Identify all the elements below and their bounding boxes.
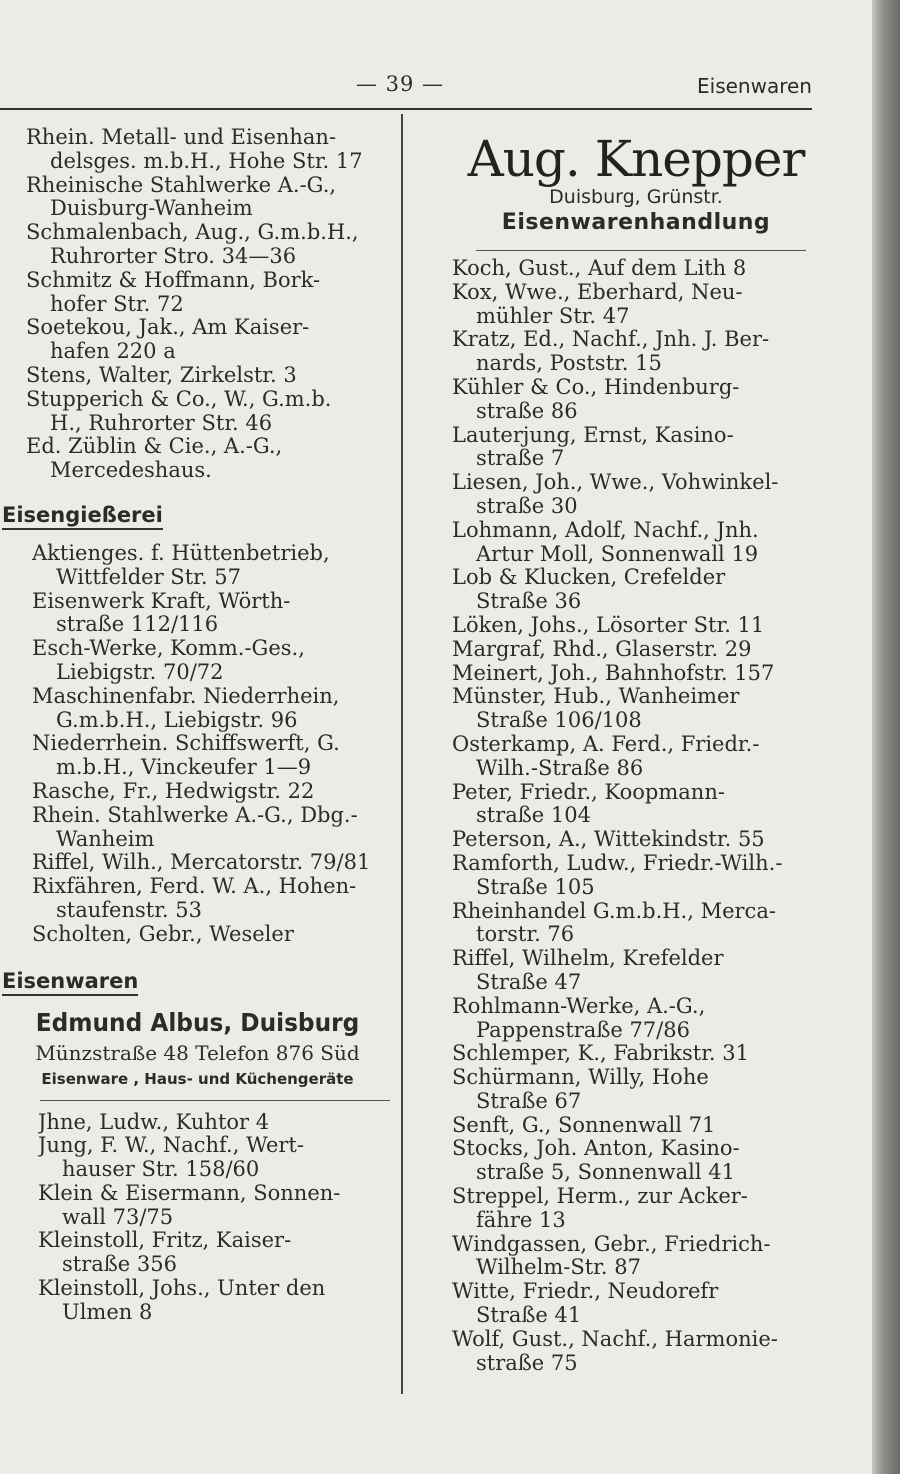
entry-line: Lob & Klucken, Crefelder [452,566,726,590]
right-entries [452,257,820,1375]
entry-line: Schmitz & Hoffmann, Bork- [26,268,321,292]
directory-entry [452,566,820,614]
directory-entry [0,804,395,852]
entry-continuation: straße 5, Sonnenwall 41 [476,1161,735,1185]
entry-line: Ed. Züblin & Cie., A.-G., [26,435,283,459]
entry-continuation: m.b.H., Vinckeufer 1—9 [56,756,312,780]
left-entries-foundry [0,542,395,947]
entry-continuation: Straße 67 [476,1089,582,1113]
entry-line: Peterson, A., Wittekindstr. 55 [452,828,765,852]
directory-entry [452,662,820,686]
entry-continuation: Ruhrorter Stro. 34—36 [50,244,297,268]
entry-continuation: straße 75 [476,1351,578,1375]
directory-entry [452,328,820,376]
entry-continuation: Mercedeshaus. [50,459,212,483]
directory-entry [452,900,820,948]
entry-line: Riffel, Wilhelm, Krefelder [452,947,724,971]
directory-entry [0,174,395,222]
directory-entry [452,685,820,733]
directory-entry [0,364,395,388]
directory-entry [452,638,820,662]
entry-line: Soetekou, Jak., Am Kaiser- [26,316,310,340]
directory-entry [452,733,820,781]
entry-line: Jung, F. W., Nachf., Wert- [38,1134,304,1158]
entry-line: Aktienges. f. Hüttenbetrieb, [32,541,330,565]
entry-line: Rhein. Metall- und Eisenhan- [26,126,337,149]
directory-entry [0,126,395,174]
entry-line: Rhein. Stahlwerke A.-G., Dbg.- [32,803,358,827]
entry-line: Witte, Friedr., Neudorefr [452,1280,719,1304]
entry-continuation: Straße 105 [476,875,595,899]
entry-line: Niederrhein. Schiffswerft, G. [32,732,340,756]
entry-continuation: straße 30 [476,494,578,518]
directory-entry [0,732,395,780]
entry-continuation: wall 73/75 [62,1205,174,1229]
entry-continuation: fähre 13 [476,1208,566,1232]
entry-line: Riffel, Wilh., Mercatorstr. 79/81 [32,851,371,875]
entry-continuation: staufenstr. 53 [56,898,203,922]
entry-continuation: Pappenstraße 77/86 [476,1018,690,1042]
entry-line: Jhne, Ludw., Kuhtor 4 [38,1110,270,1134]
directory-entry [452,281,820,329]
entry-line: Liesen, Joh., Wwe., Vohwinkel- [452,471,779,495]
entry-line: Margraf, Rhd., Glaserstr. 29 [452,637,752,661]
directory-entry [452,947,820,995]
entry-line: Maschinenfabr. Niederrhein, [32,684,340,708]
entry-continuation: Wanheim [56,827,155,851]
directory-entry [452,781,820,829]
directory-entry [452,1042,820,1066]
entry-continuation: Ulmen 8 [62,1300,153,1324]
header-rule [0,108,812,110]
directory-entry [0,269,395,317]
section-heading-eisenwaren: Eisenwaren [2,969,138,996]
entry-line: Rasche, Fr., Hedwigstr. 22 [32,779,315,803]
advert-albus-name: Edmund Albus, Duisburg [35,1007,360,1037]
directory-entry [452,828,820,852]
entry-line: Stocks, Joh. Anton, Kasino- [452,1137,740,1161]
advert-knepper-city: Duisburg, Grünstr. [549,186,723,208]
entry-continuation: straße 112/116 [56,613,219,637]
directory-entry [0,1277,395,1325]
directory-entry [0,542,395,590]
section-heading-eisengiesserei: Eisengießerei [2,503,163,530]
entry-line: Koch, Gust., Auf dem Lith 8 [452,257,747,280]
directory-entry [452,1328,820,1376]
entry-continuation: straße 356 [62,1253,177,1277]
entry-line: Lohmann, Adolf, Nachf., Jnh. [452,518,759,542]
entry-line: Wolf, Gust., Nachf., Harmonie- [452,1327,778,1351]
entry-continuation: torstr. 76 [476,923,575,947]
entry-continuation: Straße 47 [476,970,582,994]
entry-line: Schmalenbach, Aug., G.m.b.H., [26,221,359,245]
directory-entry [452,995,820,1043]
entry-line: Osterkamp, A. Ferd., Friedr.- [452,732,760,756]
entry-line: Löken, Johs., Lösorter Str. 11 [452,613,765,637]
advert-albus-trade: Eisenware , Haus- und Küchengeräte [41,1069,354,1088]
advert-albus [0,1006,395,1092]
entry-line: Lauterjung, Ernst, Kasino- [452,423,734,447]
entry-line: Rheinische Stahlwerke A.-G., [26,173,337,197]
directory-entry [0,1134,395,1182]
left-entries-hardware [0,1111,395,1325]
entry-line: Schlemper, K., Fabrikstr. 31 [452,1042,750,1066]
entry-continuation: Liebigstr. 70/72 [56,660,224,684]
directory-entry [0,221,395,269]
entry-line: Streppel, Herm., zur Acker- [452,1185,748,1209]
directory-entry [0,1111,395,1135]
entry-line: Stupperich & Co., W., G.m.b. [26,387,332,411]
entry-line: Kleinstoll, Fritz, Kaiser- [38,1229,292,1253]
directory-entry [0,851,395,875]
entry-continuation: hofer Str. 72 [50,292,184,316]
entry-line: Klein & Eisermann, Sonnen- [38,1181,341,1205]
right-column [452,132,820,1375]
entry-line: Münster, Hub., Wanheimer [452,685,740,709]
entry-continuation: Straße 106/108 [476,709,642,733]
entry-continuation: Wittfelder Str. 57 [56,565,241,589]
entry-line: Kühler & Co., Hindenburg- [452,375,740,399]
directory-entry [452,1233,820,1281]
entry-continuation: G.m.b.H., Liebigstr. 96 [56,708,298,732]
directory-entry [452,471,820,519]
directory-entry [0,780,395,804]
entry-line: Esch-Werke, Komm.-Ges., [32,637,305,661]
directory-entry [452,1114,820,1138]
directory-entry [0,923,395,947]
advert-knepper-name: Aug. Knepper [467,130,805,188]
entry-continuation: H., Ruhrorter Str. 46 [50,411,273,435]
entry-line: Senft, G., Sonnenwall 71 [452,1113,716,1137]
directory-entry [0,435,395,483]
entry-line: Rohlmann-Werke, A.-G., [452,994,706,1018]
entry-line: Kleinstoll, Johs., Unter den [38,1277,326,1301]
entry-line: Scholten, Gebr., Weseler [32,922,294,946]
entry-line: Stens, Walter, Zirkelstr. 3 [26,363,297,387]
left-entries-metal [0,126,395,483]
entry-continuation: mühler Str. 47 [476,304,630,328]
directory-entry [452,376,820,424]
running-header-section: Eisenwaren [697,74,812,98]
directory-entry [0,590,395,638]
column-divider [401,114,403,1394]
directory-entry [0,1182,395,1230]
entry-line: Kratz, Ed., Nachf., Jnh. J. Ber- [452,328,770,352]
entry-continuation: Straße 36 [476,590,582,614]
book-spine [872,0,900,1474]
entry-line: Kox, Wwe., Eberhard, Neu- [452,280,743,304]
entry-continuation: Wilhelm-Str. 87 [476,1256,641,1280]
directory-entry [0,685,395,733]
entry-line: Windgassen, Gebr., Friedrich- [452,1232,771,1256]
entry-continuation: straße 86 [476,399,578,423]
entry-continuation: delsges. m.b.H., Hohe Str. 17 [50,149,363,173]
entry-continuation: Wilh.-Straße 86 [476,756,644,780]
directory-entry [0,1229,395,1277]
page-number: — 39 — [355,72,445,96]
entry-continuation: Straße 41 [476,1304,582,1328]
directory-entry [452,424,820,472]
directory-entry [0,637,395,685]
entry-line: Rixfähren, Ferd. W. A., Hohen- [32,875,357,899]
entry-line: Schürmann, Willy, Hohe [452,1066,709,1090]
entry-line: Peter, Friedr., Koopmann- [452,780,725,804]
entry-continuation: nards, Poststr. 15 [476,352,662,376]
entry-line: Ramforth, Ludw., Friedr.-Wilh.- [452,851,783,875]
entry-line: Eisenwerk Kraft, Wörth- [32,589,291,613]
directory-entry [452,1066,820,1114]
entry-continuation: straße 104 [476,804,591,828]
advert-knepper [452,132,820,238]
left-column [0,126,395,1325]
entry-continuation: hauser Str. 158/60 [62,1158,260,1182]
entry-line: Rheinhandel G.m.b.H., Merca- [452,899,776,923]
directory-entry [0,875,395,923]
directory-entry [0,388,395,436]
directory-entry [452,1280,820,1328]
directory-entry [452,852,820,900]
entry-line: Meinert, Joh., Bahnhofstr. 157 [452,661,775,685]
advert-albus-address: Münzstraße 48 Telefon 876 Süd [35,1040,360,1065]
entry-continuation: Duisburg-Wanheim [50,197,253,221]
entry-continuation: straße 7 [476,447,565,471]
advert-knepper-trade: Eisenwarenhandlung [501,210,771,235]
directory-entry [452,614,820,638]
directory-entry [452,1185,820,1233]
directory-entry [452,1137,820,1185]
directory-entry [452,519,820,567]
directory-entry [0,316,395,364]
directory-entry [452,257,820,281]
entry-continuation: Artur Moll, Sonnenwall 19 [476,542,759,566]
entry-continuation: hafen 220 a [50,340,176,364]
